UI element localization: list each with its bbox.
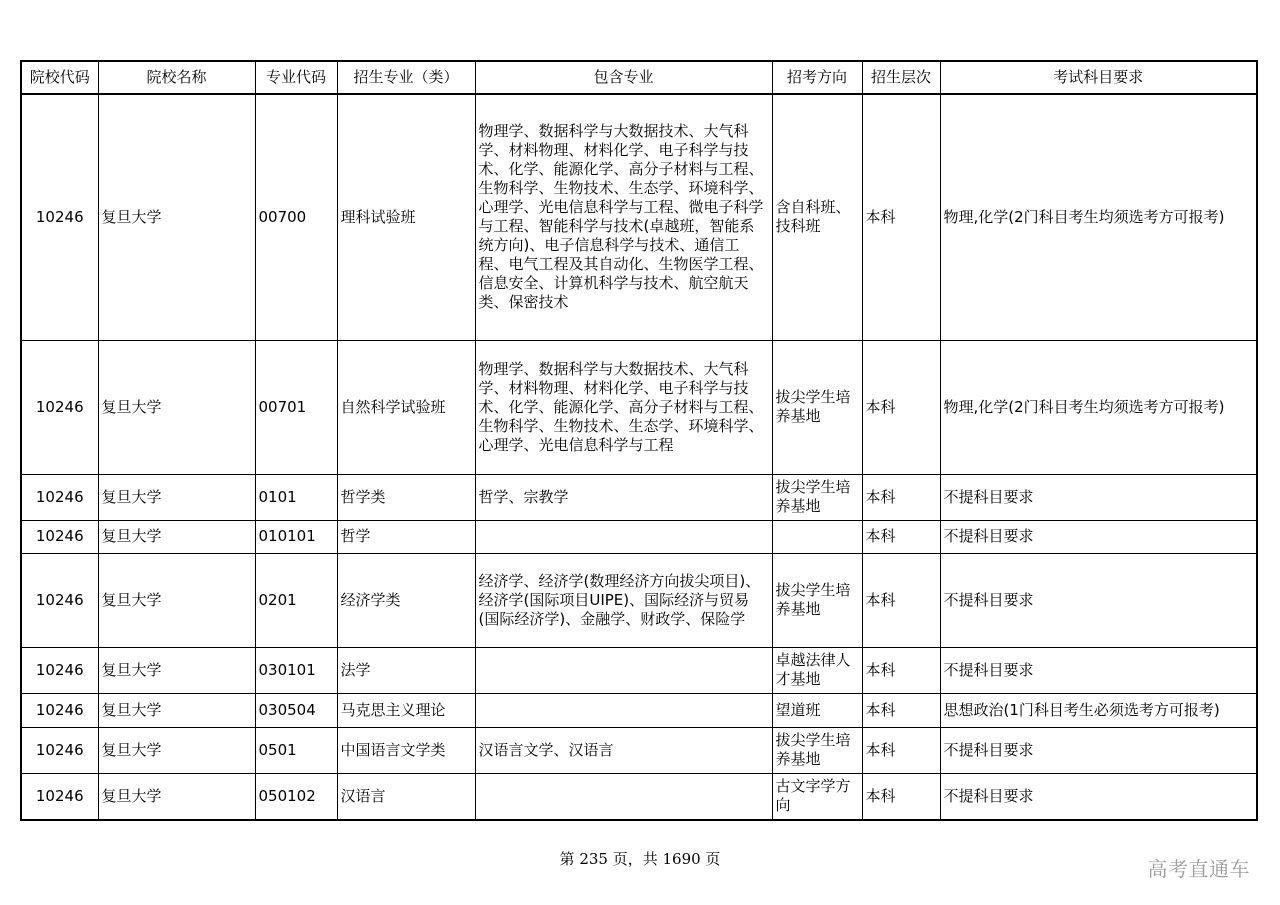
direction-cell: 拔尖学生培养基地 [772,553,862,647]
major-code-cell: 0501 [255,727,337,773]
requirement-cell: 不提科目要求 [940,520,1257,553]
school-code-cell: 10246 [21,94,98,340]
includes-cell: 汉语言文学、汉语言 [475,727,772,773]
table-row [21,474,1257,520]
watermark-text: 高考直通车 [1147,857,1250,881]
direction-cell: 古文字学方向 [772,773,862,820]
major-cell: 经济学类 [337,553,475,647]
level-cell: 本科 [862,727,940,773]
col-header-level: 招生层次 [862,61,940,94]
level-cell: 本科 [862,94,940,340]
level-cell: 本科 [862,647,940,693]
requirement-cell: 不提科目要求 [940,553,1257,647]
school-name-cell: 复旦大学 [98,94,255,340]
direction-cell [772,520,862,553]
school-code-cell: 10246 [21,693,98,727]
direction-cell: 拔尖学生培养基地 [772,474,862,520]
level-cell: 本科 [862,340,940,474]
major-code-cell: 00700 [255,94,337,340]
requirement-cell: 不提科目要求 [940,773,1257,820]
school-name-cell: 复旦大学 [98,340,255,474]
level-cell: 本科 [862,773,940,820]
table-row [21,553,1257,647]
major-code-cell: 030504 [255,693,337,727]
school-code-cell: 10246 [21,727,98,773]
table-row [21,773,1257,820]
school-code-cell: 10246 [21,520,98,553]
direction-cell: 拔尖学生培养基地 [772,340,862,474]
requirement-cell: 思想政治(1门科目考生必须选考方可报考) [940,693,1257,727]
table-row [21,94,1257,340]
school-name-cell: 复旦大学 [98,520,255,553]
major-code-cell: 050102 [255,773,337,820]
page-footer: 第 235 页，共 1690 页 [559,850,721,868]
includes-cell [475,647,772,693]
includes-cell: 经济学、经济学(数理经济方向拔尖项目)、经济学(国际项目UIPE)、国际经济与贸易(国际经济学)、金融学、财政学、保险学 [475,553,772,647]
table-row [21,647,1257,693]
direction-cell: 望道班 [772,693,862,727]
col-header-school-name: 院校名称 [98,61,255,94]
level-cell: 本科 [862,520,940,553]
level-cell: 本科 [862,474,940,520]
direction-cell: 含自科班、技科班 [772,94,862,340]
major-cell: 理科试验班 [337,94,475,340]
includes-cell [475,693,772,727]
major-cell: 哲学 [337,520,475,553]
table-row [21,520,1257,553]
admissions-table [20,60,1258,821]
school-code-cell: 10246 [21,647,98,693]
requirement-cell: 不提科目要求 [940,727,1257,773]
major-code-cell: 0101 [255,474,337,520]
direction-cell: 卓越法律人才基地 [772,647,862,693]
requirement-cell: 物理,化学(2门科目考生均须选考方可报考) [940,340,1257,474]
table-row [21,693,1257,727]
school-code-cell: 10246 [21,340,98,474]
level-cell: 本科 [862,553,940,647]
school-code-cell: 10246 [21,553,98,647]
major-cell: 汉语言 [337,773,475,820]
major-cell: 自然科学试验班 [337,340,475,474]
school-code-cell: 10246 [21,474,98,520]
school-name-cell: 复旦大学 [98,474,255,520]
school-name-cell: 复旦大学 [98,553,255,647]
direction-cell: 拔尖学生培养基地 [772,727,862,773]
col-header-major-code: 专业代码 [255,61,337,94]
requirement-cell: 不提科目要求 [940,647,1257,693]
major-cell: 哲学类 [337,474,475,520]
requirement-cell: 物理,化学(2门科目考生均须选考方可报考) [940,94,1257,340]
major-code-cell: 0201 [255,553,337,647]
includes-cell [475,520,772,553]
table-row [21,727,1257,773]
major-cell: 马克思主义理论 [337,693,475,727]
col-header-includes: 包含专业 [475,61,772,94]
requirement-cell: 不提科目要求 [940,474,1257,520]
major-code-cell: 010101 [255,520,337,553]
table-row [21,340,1257,474]
col-header-requirement: 考试科目要求 [940,61,1257,94]
school-name-cell: 复旦大学 [98,647,255,693]
school-name-cell: 复旦大学 [98,773,255,820]
major-cell: 法学 [337,647,475,693]
major-cell: 中国语言文学类 [337,727,475,773]
col-header-major: 招生专业（类） [337,61,475,94]
school-name-cell: 复旦大学 [98,693,255,727]
major-code-cell: 030101 [255,647,337,693]
level-cell: 本科 [862,693,940,727]
includes-cell: 哲学、宗教学 [475,474,772,520]
col-header-school-code: 院校代码 [21,61,98,94]
includes-cell: 物理学、数据科学与大数据技术、大气科学、材料物理、材料化学、电子科学与技术、化学、能源化学、高分子材料与工程、生物科学、生物技术、生态学、环境科学、心理学、光电信息科学与工程、微电子科学与工程、智能科学与技术(卓越班，智能系统方向)、电子信息科学与技术、通信工程、电气工程及其自动化、生物医学工程、信息安全、计算机科学与技术、航空航天类、保密技术 [475,94,772,340]
major-code-cell: 00701 [255,340,337,474]
school-code-cell: 10246 [21,773,98,820]
col-header-direction: 招考方向 [772,61,862,94]
includes-cell: 物理学、数据科学与大数据技术、大气科学、材料物理、材料化学、电子科学与技术、化学、能源化学、高分子材料与工程、生物科学、生物技术、生态学、环境科学、心理学、光电信息科学与工程 [475,340,772,474]
header-row [21,61,1257,94]
includes-cell [475,773,772,820]
school-name-cell: 复旦大学 [98,727,255,773]
